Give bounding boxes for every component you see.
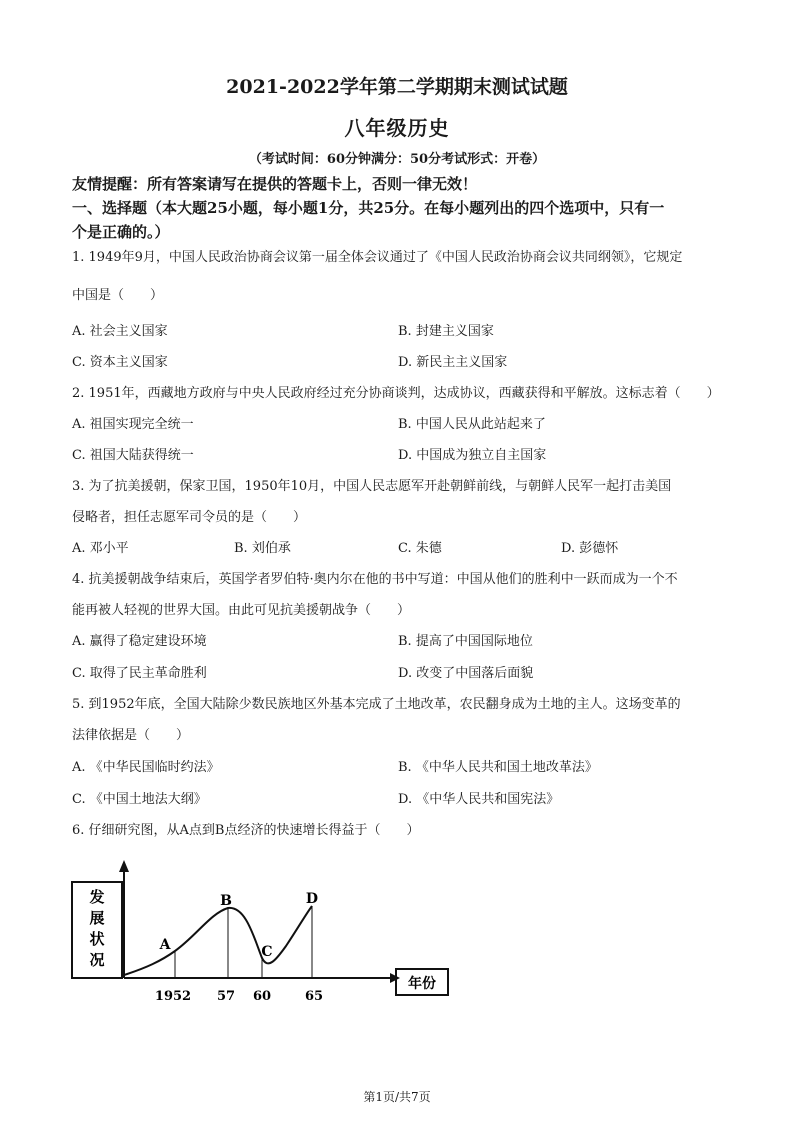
point-label-a: A (159, 937, 171, 953)
question-5-option-c: C. 《中国土地法大纲》 (72, 792, 207, 807)
exam-subtitle: 八年级历史 (344, 116, 450, 140)
question-4-option-c: C. 取得了民主革命胜利 (72, 666, 207, 681)
exam-info: （考试时间：60分钟满分：50分考试形式：开卷） (248, 152, 546, 167)
question-4-line2: 能再被人轻视的世界大国。由此可见抗美援朝战争（ ） (72, 603, 411, 618)
point-label-c: C (261, 944, 273, 960)
question-5-line2: 法律依据是（ ） (72, 728, 190, 743)
question-3-option-a: A. 邓小平 (72, 541, 129, 556)
development-curve (124, 906, 312, 975)
question-5-option-a: A. 《中华民国临时约法》 (72, 760, 220, 775)
point-label-d: D (305, 891, 319, 907)
notice: 友情提醒：所有答案请写在提供的答题卡上，否则一律无效！ (72, 175, 478, 193)
question-2-line1: 2. 1951年，西藏地方政府与中央人民政府经过充分协商谈判，达成协议，西藏获得和平解放。这标志着（ ） (72, 386, 720, 401)
question-4-option-b: B. 提高了中国国际地位 (398, 634, 533, 649)
economic-development-figure (66, 858, 466, 1008)
question-2-option-c: C. 祖国大陆获得统一 (72, 448, 194, 463)
tick-label-60: 60 (252, 989, 272, 1004)
question-6-line1: 6. 仔细研究图，从A点到B点经济的快速增长得益于（ ） (72, 823, 420, 838)
question-4-line1: 4. 抗美援朝战争结束后，英国学者罗伯特·奥内尔在他的书中写道：中国从他们的胜利中一跃而成为一个不 (72, 572, 678, 587)
y-axis-arrow (119, 860, 129, 872)
tick-label-1952: 1952 (154, 989, 192, 1004)
question-3-option-b: B. 刘伯承 (234, 541, 291, 556)
question-5-option-d: D. 《中华人民共和国宪法》 (398, 792, 560, 807)
question-5-option-b: B. 《中华人民共和国土地改革法》 (398, 760, 598, 775)
exam-title: 2021-2022学年第二学期期末测试试题 (226, 76, 568, 98)
section-heading-line2: 个是正确的。） (72, 223, 170, 241)
point-label-b: B (220, 893, 232, 909)
question-2-option-a: A. 祖国实现完全统一 (72, 417, 194, 432)
x-label: 年份 (408, 976, 436, 992)
section-heading-line1: 一、选择题（本大题25小题，每小题1分，共25分。在每小题列出的四个选项中，只有一 (72, 199, 665, 217)
question-1-line1: 1. 1949年9月，中国人民政治协商会议第一届全体会议通过了《中国人民政治协商会议共同纲领》，它规定 (72, 250, 683, 265)
question-5-line1: 5. 到1952年底，全国大陆除少数民族地区外基本完成了土地改革，农民翻身成为土地的主人。这场变革的 (72, 697, 681, 712)
y-label-char-4: 况 (89, 951, 105, 969)
tick-label-57: 57 (216, 989, 236, 1004)
tick-label-65: 65 (304, 989, 324, 1004)
question-1-option-a: A. 社会主义国家 (72, 324, 168, 339)
question-3-line2: 侵略者，担任志愿军司令员的是（ ） (72, 510, 307, 525)
y-label-char-2: 展 (89, 909, 105, 927)
question-1-option-c: C. 资本主义国家 (72, 355, 168, 370)
question-3-line1: 3. 为了抗美援朝，保家卫国，1950年10月，中国人民志愿军开赴朝鲜前线，与朝鲜人民军一起打击美国 (72, 479, 672, 494)
question-4-option-a: A. 赢得了稳定建设环境 (72, 634, 207, 649)
question-3-option-c: C. 朱德 (398, 541, 442, 556)
question-3-option-d: D. 彭德怀 (561, 541, 619, 556)
question-1-line2: 中国是（ ） (72, 288, 164, 303)
y-label-char-3: 状 (89, 930, 105, 948)
question-2-option-d: D. 中国成为独立自主国家 (398, 448, 547, 463)
page-footer: 第1页/共7页 (363, 1090, 431, 1104)
question-1-option-d: D. 新民主主义国家 (398, 355, 508, 370)
question-1-option-b: B. 封建主义国家 (398, 324, 494, 339)
question-4-option-d: D. 改变了中国落后面貌 (398, 666, 534, 681)
y-label-char-1: 发 (89, 888, 105, 906)
question-2-option-b: B. 中国人民从此站起来了 (398, 417, 546, 432)
